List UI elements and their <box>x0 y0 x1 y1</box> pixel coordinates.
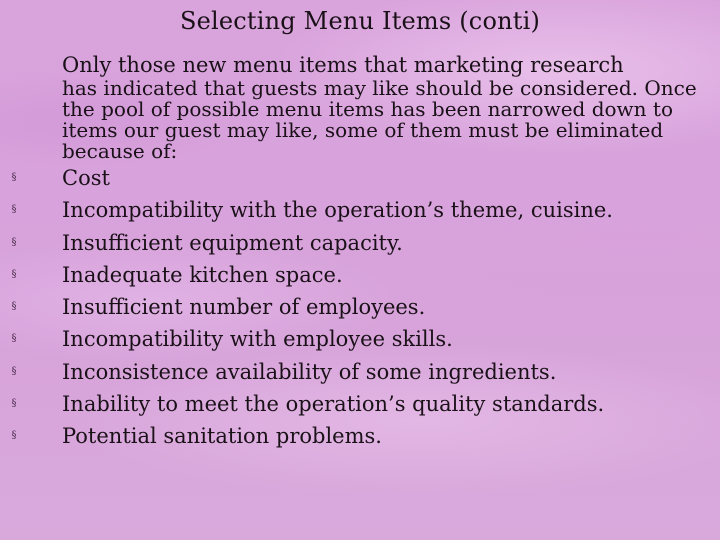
list-item <box>0 259 720 291</box>
list-item-label: Incompatibility with employee skills. <box>62 327 453 352</box>
list-item <box>0 323 720 355</box>
list-item <box>0 227 720 259</box>
list-item <box>0 420 720 452</box>
section-sign-bullet-icon: § <box>11 398 17 410</box>
section-sign-bullet-icon: § <box>11 365 17 377</box>
list-item-label: Potential sanitation problems. <box>62 424 382 449</box>
intro-rest-text: has indicated that guests may like should be considered. Once the pool of possible menu items has been narrowed down to items our guest may like, some of them must be eliminated because of: <box>62 76 697 163</box>
list-item <box>0 291 720 323</box>
list-item-label: Incompatibility with the operation’s theme, cuisine. <box>62 198 613 223</box>
intro-first-line: Only those new menu items that marketing research <box>62 53 624 77</box>
section-sign-bullet-icon: § <box>11 204 17 216</box>
list-item-label: Inability to meet the operation’s quality standards. <box>62 392 605 417</box>
section-sign-bullet-icon: § <box>11 268 17 280</box>
list-item-label: Inadequate kitchen space. <box>62 262 343 287</box>
list-item-label: Insufficient number of employees. <box>62 295 426 320</box>
list-item-label: Insufficient equipment capacity. <box>62 230 403 255</box>
elimination-reasons-list <box>0 162 720 453</box>
section-sign-bullet-icon: § <box>11 301 17 313</box>
list-item-label: Inconsistence availability of some ingredients. <box>62 359 557 384</box>
section-sign-bullet-icon: § <box>11 333 17 345</box>
list-item <box>0 388 720 420</box>
slide-body <box>0 52 720 453</box>
slide-title: Selecting Menu Items (conti) <box>179 7 541 35</box>
list-item <box>0 356 720 388</box>
section-sign-bullet-icon: § <box>11 430 17 442</box>
intro-paragraph <box>0 52 720 162</box>
section-sign-bullet-icon: § <box>11 172 17 183</box>
list-item <box>0 194 720 226</box>
section-sign-bullet-icon: § <box>11 236 17 248</box>
list-item-label: Cost <box>62 166 110 190</box>
list-item <box>0 162 720 194</box>
